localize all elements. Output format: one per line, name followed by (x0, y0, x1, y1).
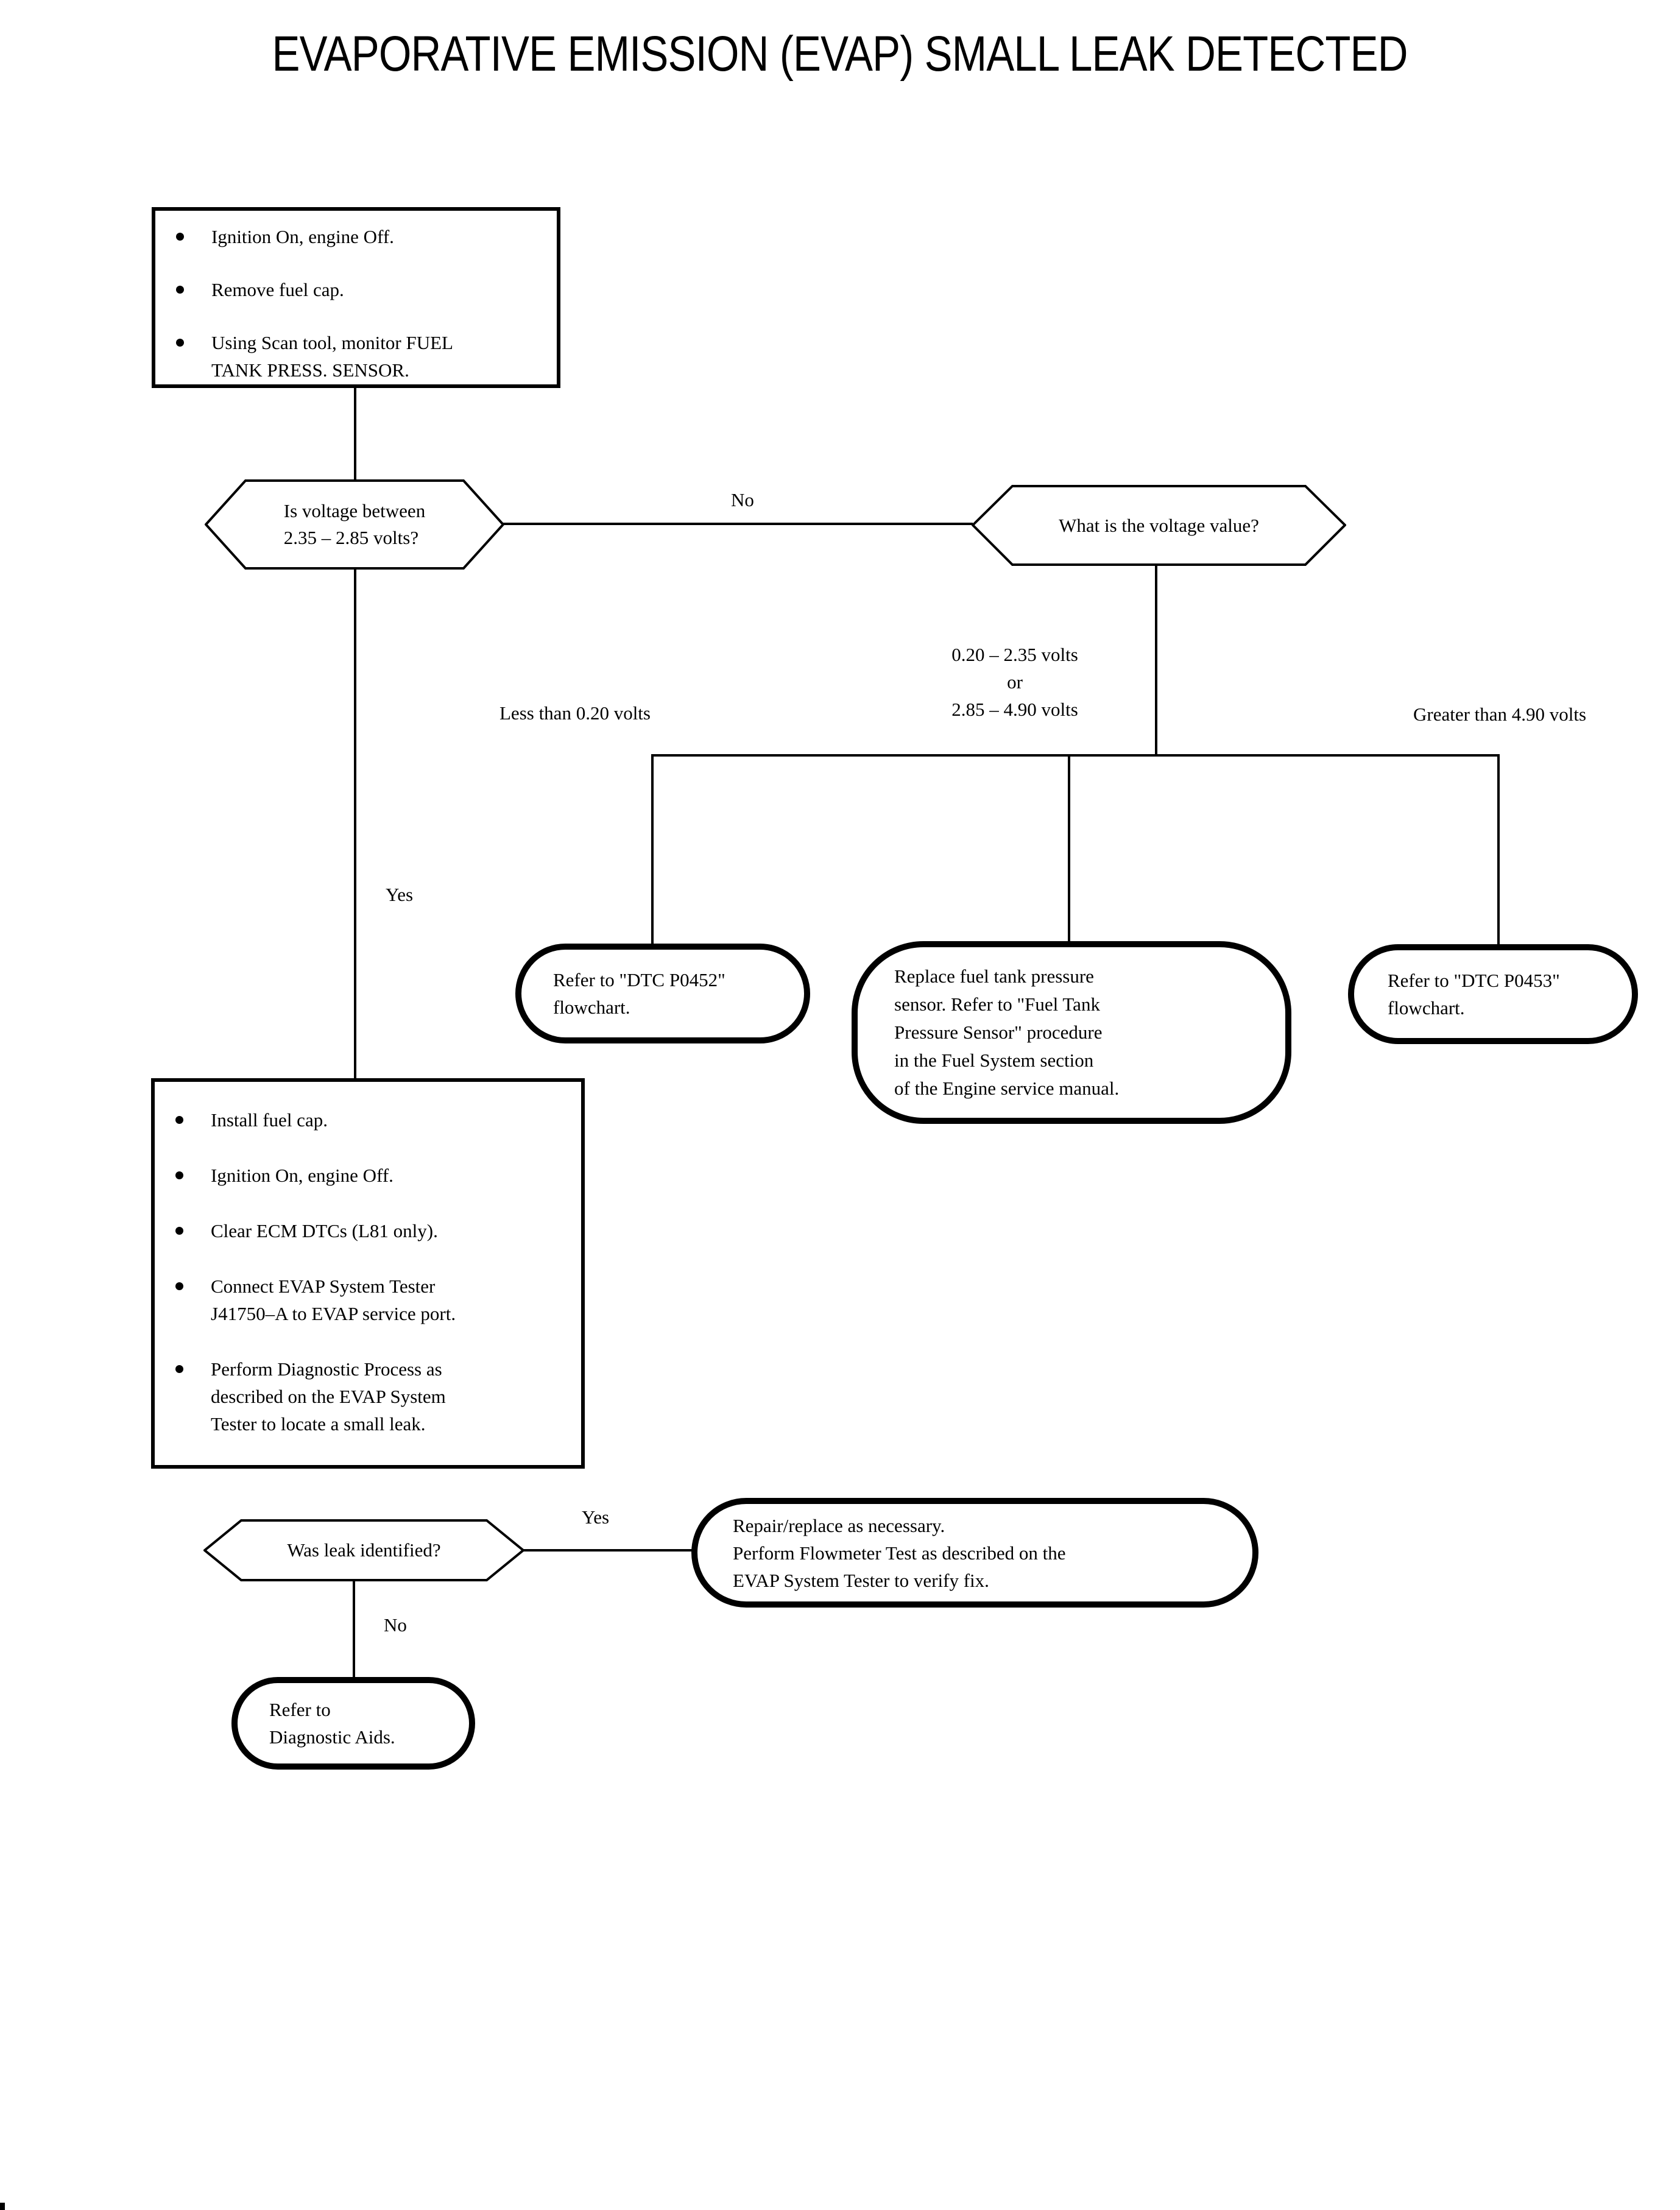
edge-label-yes-2: Yes (582, 1506, 610, 1528)
connector-drop-right (1497, 754, 1500, 945)
terminal-line: Refer to "DTC P0452" (553, 969, 725, 990)
connector-drop-middle (1068, 754, 1070, 942)
terminal-line: Replace fuel tank pressure (894, 966, 1094, 987)
bullet-icon (175, 1116, 183, 1124)
list-item (161, 1217, 575, 1244)
terminal-line: EVAP System Tester to verify fix. (733, 1569, 989, 1591)
list-item-line: Perform Diagnostic Process as (211, 1358, 442, 1380)
terminal-diagnostic-aids (231, 1677, 475, 1770)
decision-line: 2.35 – 2.85 volts? (283, 527, 419, 548)
bullet-icon (176, 233, 184, 241)
terminal-line: flowchart. (553, 997, 630, 1018)
decision-line: Is voltage between (283, 500, 426, 521)
connector-decision1-yes-down (354, 568, 356, 1079)
list-item-text: Clear ECM DTCs (L81 only). (211, 1220, 438, 1241)
connector-branch-horizontal (651, 754, 1500, 757)
list-item-line: Using Scan tool, monitor FUEL (211, 332, 453, 353)
list-item-text: Remove fuel cap. (211, 279, 344, 300)
decision-voltage-value-text (972, 484, 1346, 567)
bullet-icon (176, 286, 184, 294)
start-instructions-box (152, 207, 560, 388)
terminal-line: Refer to (269, 1699, 331, 1720)
bullet-icon (175, 1171, 183, 1179)
edge-label-line: 0.20 – 2.35 volts (951, 644, 1078, 665)
list-item (161, 329, 551, 384)
list-item-text: Ignition On, engine Off. (211, 1165, 394, 1186)
terminal-line: Pressure Sensor" procedure (894, 1022, 1103, 1043)
terminal-dtc-p0452 (515, 944, 810, 1043)
list-item (161, 1355, 575, 1438)
decision-leak-identified (203, 1519, 524, 1582)
decision-voltage-value (972, 484, 1346, 567)
terminal-line: sensor. Refer to "Fuel Tank (894, 994, 1100, 1015)
page-title-text: EVAPORATIVE EMISSION (EVAP) SMALL LEAK DETECTED (272, 26, 1408, 82)
list-item-text (211, 1273, 456, 1327)
scan-artifact-dot (0, 2203, 5, 2210)
list-item (161, 1273, 575, 1327)
connector-start-to-decision1 (354, 388, 356, 481)
list-item-line: described on the EVAP System (211, 1386, 446, 1407)
list-item-line: Connect EVAP System Tester (211, 1276, 436, 1297)
list-item-text (211, 329, 453, 384)
terminal-line: Repair/replace as necessary. (733, 1514, 945, 1536)
steps-instructions-list (155, 1082, 581, 1465)
decision-line: What is the voltage value? (1059, 514, 1259, 536)
edge-label-yes: Yes (386, 884, 414, 905)
terminal-line: Refer to "DTC P0453" (1388, 970, 1560, 991)
terminal-dtc-p0453 (1348, 944, 1638, 1044)
edge-label-less-than: Less than 0.20 volts (499, 702, 651, 724)
decision-voltage-range (205, 479, 504, 570)
terminal-line: flowchart. (1388, 997, 1465, 1019)
list-item (161, 223, 551, 250)
list-item-text: Install fuel cap. (211, 1109, 328, 1131)
decision-line: Was leak identified? (287, 1539, 441, 1561)
connector-decision3-yes-right (523, 1549, 693, 1552)
bullet-icon (175, 1365, 183, 1373)
decision-leak-identified-text (203, 1519, 524, 1582)
edge-label-no: No (731, 489, 754, 510)
list-item-line: TANK PRESS. SENSOR. (211, 359, 409, 381)
bullet-icon (176, 339, 184, 347)
list-item-line: Tester to locate a small leak. (211, 1413, 426, 1435)
terminal-repair-replace (691, 1498, 1258, 1608)
terminal-line: Diagnostic Aids. (269, 1726, 395, 1748)
bullet-icon (175, 1282, 183, 1290)
terminal-line: in the Fuel System section (894, 1050, 1094, 1071)
edge-label-line: or (1007, 671, 1023, 693)
connector-drop-left (651, 754, 654, 945)
steps-instructions-box (151, 1078, 585, 1469)
edge-label-greater-than: Greater than 4.90 volts (1413, 704, 1587, 725)
connector-decision1-no-right (503, 523, 973, 525)
page-title (0, 26, 1680, 83)
terminal-line: Perform Flowmeter Test as described on the (733, 1542, 1066, 1564)
terminal-line: of the Engine service manual. (894, 1078, 1120, 1099)
decision-voltage-range-text (205, 479, 504, 570)
start-instructions-list (155, 211, 557, 384)
list-item (161, 276, 551, 303)
connector-decision2-down (1155, 565, 1157, 755)
list-item-line: J41750–A to EVAP service port. (211, 1303, 456, 1324)
list-item (161, 1162, 575, 1189)
edge-label-mid-range (923, 641, 1106, 723)
list-item-text (211, 1355, 446, 1438)
bullet-icon (175, 1227, 183, 1235)
connector-decision3-no-down (353, 1581, 355, 1678)
list-item-text: Ignition On, engine Off. (211, 226, 394, 247)
edge-label-no-2: No (384, 1614, 407, 1636)
list-item (161, 1106, 575, 1134)
edge-label-line: 2.85 – 4.90 volts (951, 699, 1078, 720)
terminal-replace-sensor (852, 941, 1291, 1124)
